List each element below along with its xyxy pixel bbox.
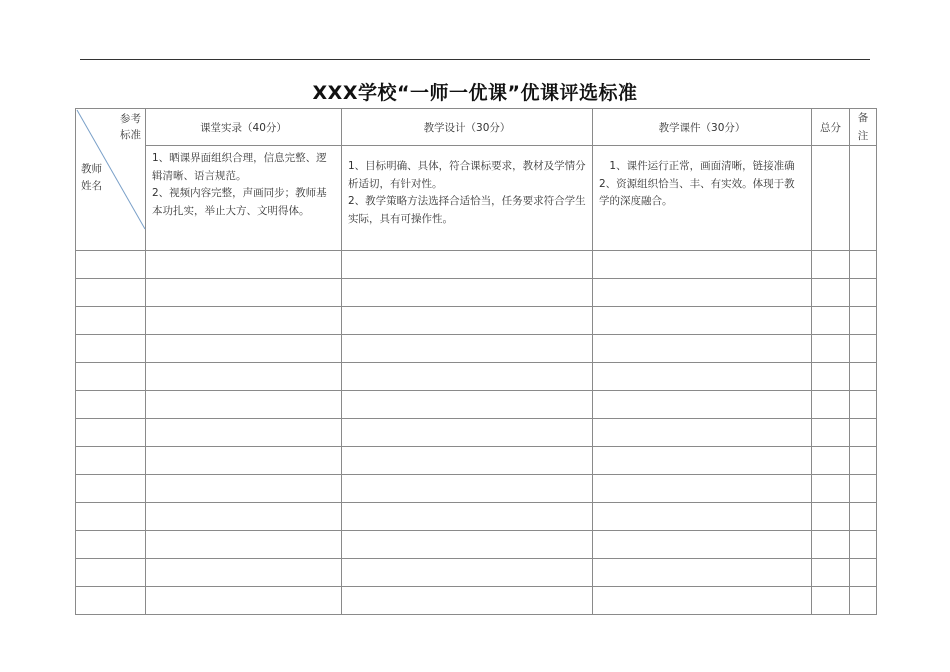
design-score-cell[interactable]: [342, 335, 593, 363]
classroom-score-cell[interactable]: [146, 279, 342, 307]
courseware-score-cell[interactable]: [593, 335, 812, 363]
remarks-cell[interactable]: [850, 587, 877, 615]
design-score-cell[interactable]: [342, 531, 593, 559]
criteria-row: [76, 146, 877, 251]
table-row: [76, 447, 877, 475]
evaluation-table: [75, 108, 877, 615]
teacher-name-cell[interactable]: [76, 335, 146, 363]
remarks-cell[interactable]: [850, 335, 877, 363]
teacher-name-cell[interactable]: [76, 559, 146, 587]
design-score-cell[interactable]: [342, 475, 593, 503]
criteria-design: 1、目标明确、具体，符合课标要求，教材及学情分析适切，有针对性。 2、教学策略方法选择合适恰当，任务要求符合学生实际，具有可操作性。: [342, 146, 593, 251]
total-score-cell[interactable]: [812, 419, 850, 447]
classroom-score-cell[interactable]: [146, 503, 342, 531]
courseware-score-cell[interactable]: [593, 307, 812, 335]
design-score-cell[interactable]: [342, 559, 593, 587]
document-title: XXX学校“一师一优课”优课评选标准: [312, 82, 638, 104]
teacher-name-cell[interactable]: [76, 307, 146, 335]
remarks-cell[interactable]: [850, 279, 877, 307]
table-row: [76, 587, 877, 615]
total-score-cell[interactable]: [812, 363, 850, 391]
total-score-cell[interactable]: [812, 587, 850, 615]
remarks-cell[interactable]: [850, 447, 877, 475]
classroom-score-cell[interactable]: [146, 559, 342, 587]
remarks-cell[interactable]: [850, 503, 877, 531]
total-score-cell[interactable]: [812, 279, 850, 307]
table-row: [76, 279, 877, 307]
total-score-cell[interactable]: [812, 559, 850, 587]
table-row: [76, 419, 877, 447]
classroom-score-cell[interactable]: [146, 307, 342, 335]
design-score-cell[interactable]: [342, 279, 593, 307]
design-score-cell[interactable]: [342, 391, 593, 419]
remarks-cell[interactable]: [850, 419, 877, 447]
total-score-cell[interactable]: [812, 503, 850, 531]
teacher-name-cell[interactable]: [76, 475, 146, 503]
table-row: [76, 363, 877, 391]
table-row: [76, 503, 877, 531]
table-row: [76, 559, 877, 587]
diagonal-header-cell: [76, 109, 146, 251]
classroom-score-cell[interactable]: [146, 335, 342, 363]
col-header-total: 总分: [812, 109, 850, 146]
table-row: [76, 531, 877, 559]
total-score-cell[interactable]: [812, 335, 850, 363]
teacher-name-cell[interactable]: [76, 391, 146, 419]
remarks-cell[interactable]: [850, 307, 877, 335]
corner-bottom-label: 教师 姓名: [81, 163, 102, 192]
criteria-total-cell[interactable]: [812, 146, 850, 251]
col-header-courseware: 教学课件（30分）: [593, 109, 812, 146]
table-row: [76, 307, 877, 335]
total-score-cell[interactable]: [812, 307, 850, 335]
courseware-score-cell[interactable]: [593, 587, 812, 615]
criteria-remarks-cell[interactable]: [850, 146, 877, 251]
remarks-cell[interactable]: [850, 475, 877, 503]
teacher-name-cell[interactable]: [76, 251, 146, 279]
courseware-score-cell[interactable]: [593, 279, 812, 307]
courseware-score-cell[interactable]: [593, 559, 812, 587]
remarks-cell[interactable]: [850, 391, 877, 419]
teacher-name-cell[interactable]: [76, 531, 146, 559]
table-row: [76, 391, 877, 419]
teacher-name-cell[interactable]: [76, 447, 146, 475]
classroom-score-cell[interactable]: [146, 475, 342, 503]
remarks-cell[interactable]: [850, 363, 877, 391]
total-score-cell[interactable]: [812, 251, 850, 279]
classroom-score-cell[interactable]: [146, 531, 342, 559]
total-score-cell[interactable]: [812, 475, 850, 503]
header-rule: [80, 59, 870, 60]
classroom-score-cell[interactable]: [146, 447, 342, 475]
col-header-classroom: 课堂实录（40分）: [146, 109, 342, 146]
courseware-score-cell[interactable]: [593, 419, 812, 447]
courseware-score-cell[interactable]: [593, 503, 812, 531]
classroom-score-cell[interactable]: [146, 251, 342, 279]
table-row: [76, 475, 877, 503]
design-score-cell[interactable]: [342, 503, 593, 531]
remarks-cell[interactable]: [850, 531, 877, 559]
courseware-score-cell[interactable]: [593, 475, 812, 503]
design-score-cell[interactable]: [342, 447, 593, 475]
teacher-name-cell[interactable]: [76, 363, 146, 391]
classroom-score-cell[interactable]: [146, 419, 342, 447]
courseware-score-cell[interactable]: [593, 251, 812, 279]
design-score-cell[interactable]: [342, 419, 593, 447]
classroom-score-cell[interactable]: [146, 587, 342, 615]
header-row: [76, 109, 877, 146]
design-score-cell[interactable]: [342, 587, 593, 615]
total-score-cell[interactable]: [812, 391, 850, 419]
teacher-name-cell[interactable]: [76, 279, 146, 307]
total-score-cell[interactable]: [812, 531, 850, 559]
courseware-score-cell[interactable]: [593, 447, 812, 475]
table-row: [76, 335, 877, 363]
remarks-cell[interactable]: [850, 251, 877, 279]
teacher-name-cell[interactable]: [76, 587, 146, 615]
courseware-score-cell[interactable]: [593, 391, 812, 419]
col-header-remarks: 备 注: [850, 109, 877, 146]
corner-top-label: 参考 标准: [120, 113, 141, 141]
col-header-design: 教学设计（30分）: [342, 109, 593, 146]
courseware-score-cell[interactable]: [593, 531, 812, 559]
teacher-name-cell[interactable]: [76, 419, 146, 447]
criteria-courseware: 1、课件运行正常，画面清晰，链接准确 2、资源组织恰当、丰、有实效。体现于教学的深度融合。: [593, 146, 812, 251]
total-score-cell[interactable]: [812, 447, 850, 475]
classroom-score-cell[interactable]: [146, 363, 342, 391]
design-score-cell[interactable]: [342, 307, 593, 335]
entry-rows: [76, 251, 877, 615]
design-score-cell[interactable]: [342, 251, 593, 279]
remarks-cell[interactable]: [850, 559, 877, 587]
classroom-score-cell[interactable]: [146, 391, 342, 419]
criteria-classroom: 1、晒课界面组织合理，信息完整、逻辑清晰、语言规范。 2、视频内容完整，声画同步；教师基本功扎实，举止大方、文明得体。: [146, 146, 342, 251]
teacher-name-cell[interactable]: [76, 503, 146, 531]
design-score-cell[interactable]: [342, 363, 593, 391]
courseware-score-cell[interactable]: [593, 363, 812, 391]
table-row: [76, 251, 877, 279]
